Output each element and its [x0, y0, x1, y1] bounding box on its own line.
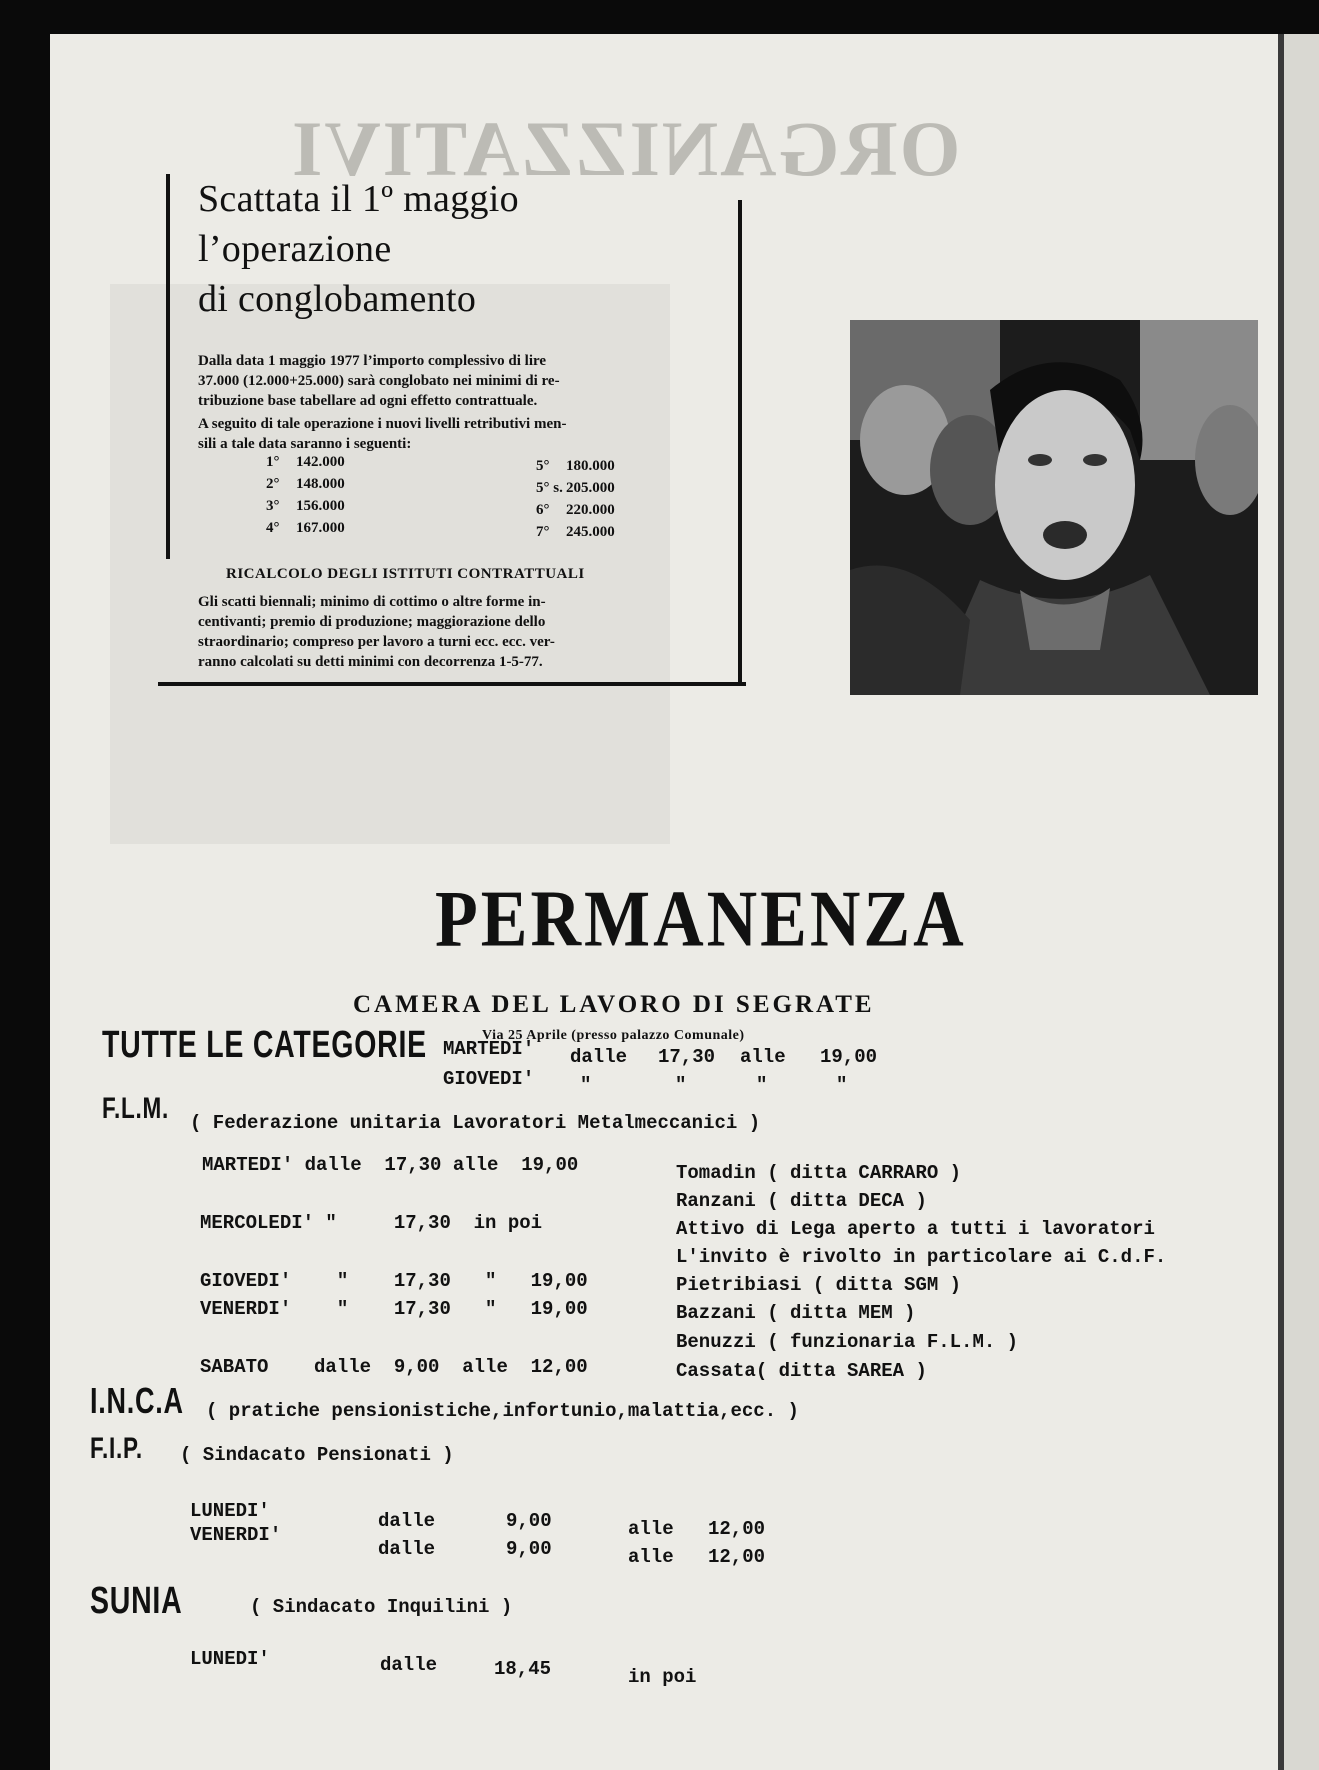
schedule-text: VENERDI' " 17,30 " 19,00 — [200, 1298, 588, 1320]
ditto-mark: " — [836, 1074, 848, 1096]
bleed-through-heading: ORGANIZZATIVI — [290, 105, 961, 192]
level-amount: 180.000 — [566, 458, 615, 474]
text-line: Gli scatti biennali; minimo di cottimo o altre forme in- — [198, 594, 546, 610]
text-line: 37.000 (12.000+25.000) sarà conglobato nei minimi di re- — [198, 373, 560, 389]
contact-person: Pietribiasi ( ditta SGM ) — [676, 1274, 962, 1296]
article-title-line: Scattata il 1º maggio — [198, 178, 519, 220]
category-fip-label: F.I.P. — [90, 1432, 143, 1465]
protest-photo — [850, 320, 1258, 695]
inca-description: ( pratiche pensionistiche,infortunio,malattia,ecc. ) — [206, 1400, 799, 1422]
category-tutte-label: TUTTE LE CATEGORIE — [102, 1024, 427, 1066]
level-amount: 245.000 — [566, 524, 615, 540]
contact-person: L'invito è rivolto in particolare ai C.d.F. — [676, 1246, 1167, 1268]
to-label: in poi — [628, 1666, 697, 1688]
conglobamento-article — [166, 174, 742, 686]
from-label: dalle — [570, 1046, 628, 1068]
from-label: dalle — [378, 1538, 436, 1560]
day-label: VENERDI' — [190, 1524, 282, 1546]
level-label: 5° s. — [536, 480, 563, 496]
schedule-text: MERCOLEDI' " 17,30 in poi — [200, 1212, 543, 1234]
salary-level-row — [536, 458, 615, 478]
ditto-mark: " — [580, 1074, 592, 1096]
from-label: dalle — [378, 1510, 436, 1532]
article-left-rule — [166, 174, 170, 559]
start-time: 17,30 — [658, 1046, 716, 1068]
category-flm-label: F.L.M. — [102, 1092, 169, 1125]
article-title-line: di conglobamento — [198, 278, 477, 320]
level-amount: 167.000 — [296, 520, 345, 536]
document-page — [50, 34, 1278, 1770]
level-label: 1° — [266, 454, 280, 470]
schedule-text: SABATO dalle 9,00 alle 12,00 — [200, 1356, 588, 1378]
article-paragraph-2 — [198, 414, 728, 454]
schedule-text: GIOVEDI' " 17,30 " 19,00 — [200, 1270, 588, 1292]
salary-level-row — [266, 454, 345, 474]
start-time: 9,00 — [506, 1510, 552, 1532]
article-title — [198, 174, 718, 324]
contact-person: Bazzani ( ditta MEM ) — [676, 1302, 916, 1324]
salary-level-row — [536, 480, 615, 500]
text-line: straordinario; compreso per lavoro a turni ecc. ecc. ver- — [198, 634, 555, 650]
level-label: 6° — [536, 502, 550, 518]
text-line: centivanti; premio di produzione; maggiorazione dello — [198, 614, 546, 630]
article-right-rule — [738, 200, 742, 686]
contact-person: Benuzzi ( funzionaria F.L.M. ) — [676, 1331, 1019, 1353]
category-sunia-label: SUNIA — [90, 1580, 183, 1622]
schedule-text: MARTEDI' dalle 17,30 alle 19,00 — [202, 1154, 579, 1176]
text-line: Dalla data 1 maggio 1977 l’importo complessivo di lire — [198, 353, 547, 369]
level-amount: 220.000 — [566, 502, 615, 518]
level-amount: 142.000 — [296, 454, 345, 470]
camera-del-lavoro-heading: CAMERA DEL LAVORO DI SEGRATE — [353, 991, 875, 1018]
section-body — [198, 592, 728, 672]
from-label: dalle — [380, 1654, 438, 1676]
section-heading: RICALCOLO DEGLI ISTITUTI CONTRATTUALI — [226, 566, 585, 582]
contact-person: Attivo di Lega aperto a tutti i lavoratori — [676, 1218, 1155, 1240]
fip-description: ( Sindacato Pensionati ) — [180, 1444, 454, 1466]
salary-level-row — [266, 476, 345, 496]
text-line: ranno calcolati su detti minimi con decorrenza 1-5-77. — [198, 654, 543, 670]
ditto-mark: " — [756, 1074, 768, 1096]
contact-person: Ranzani ( ditta DECA ) — [676, 1190, 927, 1212]
level-label: 7° — [536, 524, 550, 540]
level-label: 4° — [266, 520, 280, 536]
salary-level-row — [536, 502, 615, 522]
day-label: MARTEDI' — [443, 1038, 535, 1060]
end-time: 12,00 — [708, 1546, 766, 1568]
to-label: alle — [628, 1518, 674, 1540]
start-time: 9,00 — [506, 1538, 552, 1560]
text-line: A seguito di tale operazione i nuovi livelli retributivi men- — [198, 416, 567, 432]
article-paragraph-1 — [198, 351, 728, 411]
salary-level-row — [536, 524, 615, 544]
start-time: 18,45 — [494, 1658, 552, 1680]
adjacent-page-edge — [1284, 34, 1319, 1770]
end-time: 19,00 — [820, 1046, 878, 1068]
to-label: alle — [740, 1046, 786, 1068]
level-label: 5° — [536, 458, 550, 474]
text-line: sili a tale data saranno i seguenti: — [198, 436, 412, 452]
contact-person: Tomadin ( ditta CARRARO ) — [676, 1162, 962, 1184]
level-amount: 205.000 — [566, 480, 615, 496]
article-bottom-rule — [158, 682, 746, 686]
address-line: Via 25 Aprile (presso palazzo Comunale) — [482, 1028, 745, 1043]
contact-person: Cassata( ditta SAREA ) — [676, 1360, 927, 1382]
day-label: GIOVEDI' — [443, 1068, 535, 1090]
category-inca-label: I.N.C.A — [90, 1380, 184, 1421]
level-amount: 148.000 — [296, 476, 345, 492]
to-label: alle — [628, 1546, 674, 1568]
flm-description: ( Federazione unitaria Lavoratori Metalmeccanici ) — [190, 1112, 761, 1134]
level-label: 2° — [266, 476, 280, 492]
permanenza-title: PERMANENZA — [435, 875, 967, 964]
article-title-line: l’operazione — [198, 228, 392, 270]
day-label: LUNEDI' — [190, 1500, 270, 1522]
day-label: LUNEDI' — [190, 1648, 270, 1670]
end-time: 12,00 — [708, 1518, 766, 1540]
ditto-mark: " — [675, 1074, 687, 1096]
salary-level-row — [266, 520, 345, 540]
salary-level-row — [266, 498, 345, 518]
sunia-description: ( Sindacato Inquilini ) — [250, 1596, 513, 1618]
text-line: tribuzione base tabellare ad ogni effetto contrattuale. — [198, 393, 538, 409]
level-label: 3° — [266, 498, 280, 514]
level-amount: 156.000 — [296, 498, 345, 514]
